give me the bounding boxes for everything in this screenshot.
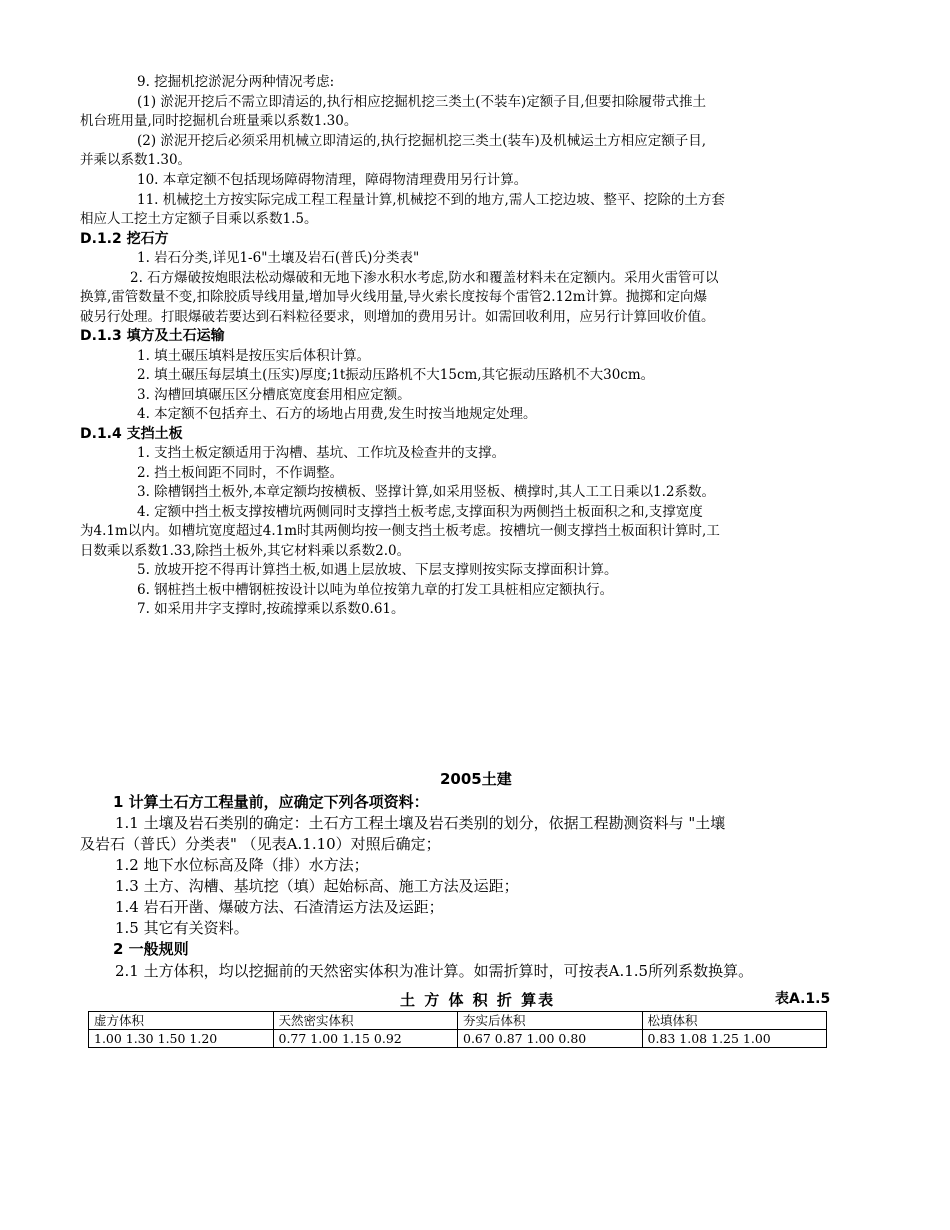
header-cell: 夯实后体积 [458, 1012, 643, 1030]
heading-d14: D.1.4 支挡土板 [80, 426, 183, 442]
d14-p1: 1. 支挡土板定额适用于沟槽、基坑、工作坑及检查井的支撑。 [137, 445, 506, 461]
header-cell: 松填体积 [642, 1012, 827, 1030]
d14-p4-line-2: 为4.1m以内。如槽坑宽度超过4.1m时其两侧均按一侧支挡土板考虑。按槽坑一侧支撑挡土板面积计算时,工 [80, 523, 720, 539]
d13-p1: 1. 填土碾压填料是按压实后体积计算。 [137, 348, 371, 364]
section-1-3: 1.3 土方、沟槽、基坑挖（填）起始标高、施工方法及运距； [115, 877, 519, 895]
d12-p2-line-3: 破另行处理。打眼爆破若要达到石料粒径要求，则增加的费用另计。如需回收利用，应另行计算回收价值。 [80, 309, 715, 325]
d14-p3: 3. 除槽钢挡土板外,本章定额均按横板、竖撑计算,如采用竖板、横撑时,其人工工日乘以1.2系数。 [137, 484, 716, 500]
section-2-heading: 2 一般规则 [113, 940, 189, 958]
header-cell: 虚方体积 [89, 1012, 274, 1030]
section-1-4: 1.4 岩石开凿、爆破方法、石渣清运方法及运距； [115, 898, 444, 916]
volume-conversion-table [88, 1011, 827, 1048]
table-cell: 0.77 1.00 1.15 0.92 [273, 1030, 458, 1048]
item-11-line-1: 11. 机械挖土方按实际完成工程工程量计算,机械挖不到的地方,需人工挖边坡、整平、挖除的土方套 [137, 192, 725, 208]
d13-p3: 3. 沟槽回填碾压区分槽底宽度套用相应定额。 [137, 387, 411, 403]
table-title: 土 方 体 积 折 算表 [400, 991, 556, 1009]
table-row [89, 1030, 827, 1048]
d14-p7: 7. 如采用井字支撑时,按疏撑乘以系数0.61。 [137, 601, 405, 617]
d14-p5: 5. 放坡开挖不得再计算挡土板,如遇上层放坡、下层支撑则按实际支撑面积计算。 [137, 562, 618, 578]
table-cell: 1.00 1.30 1.50 1.20 [89, 1030, 274, 1048]
item-9-1-line-2: 机台班用量,同时挖掘机台班量乘以系数1.30。 [80, 113, 358, 129]
item-9-1-line-1: (1) 淤泥开挖后不需立即清运的,执行相应挖掘机挖三类土(不装车)定额子目,但要扣除履带式推土 [137, 94, 707, 110]
section-2-1: 2.1 土方体积，均以挖掘前的天然密实体积为准计算。如需折算时，可按表A.1.5所列系数换算。 [115, 962, 754, 980]
section-1-heading: 1 计算土石方工程量前，应确定下列各项资料： [113, 793, 429, 811]
table-code: 表A.1.5 [775, 991, 831, 1007]
heading-d12: D.1.2 挖石方 [80, 231, 169, 247]
item-10: 10. 本章定额不包括现场障碍物清理，障碍物清理费用另行计算。 [137, 172, 528, 188]
section-1-2: 1.2 地下水位标高及降（排）水方法； [115, 856, 369, 874]
d12-p1: 1. 岩石分类,详见1-6"土壤及岩石(普氏)分类表" [137, 250, 420, 266]
d12-p2-line-1: 2. 石方爆破按炮眼法松动爆破和无地下渗水积水考虑,防水和覆盖材料未在定额内。采用火雷管可以 [130, 270, 719, 286]
d13-p4: 4. 本定额不包括弃土、石方的场地占用费,发生时按当地规定处理。 [137, 406, 537, 422]
d12-p2-line-2: 换算,雷管数量不变,扣除胶质导线用量,增加导火线用量,导火索长度按每个雷管2.12m计算。抛掷和定向爆 [80, 289, 708, 305]
item-9: 9. 挖掘机挖淤泥分两种情况考虑: [137, 74, 335, 90]
d14-p2: 2. 挡土板间距不同时，不作调整。 [137, 465, 344, 481]
d14-p4-line-1: 4. 定额中挡土板支撑按槽坑两侧同时支撑挡土板考虑,支撑面积为两侧挡土板面积之和,支撑宽度 [137, 504, 703, 520]
section-1-5: 1.5 其它有关资料。 [115, 919, 249, 937]
section-1-1-line-2: 及岩石（普氏）分类表" （见表A.1.10）对照后确定； [80, 835, 441, 853]
table-cell: 0.83 1.08 1.25 1.00 [642, 1030, 827, 1048]
d13-p2: 2. 填土碾压每层填土(压实)厚度;1t振动压路机不大15cm,其它振动压路机不大30cm。 [137, 367, 655, 383]
item-9-2-line-2: 并乘以系数1.30。 [80, 152, 192, 168]
item-11-line-2: 相应人工挖土方定额子目乘以系数1.5。 [80, 211, 318, 227]
header-cell: 天然密实体积 [273, 1012, 458, 1030]
heading-d13: D.1.3 填方及土石运输 [80, 328, 225, 344]
section-title-2005: 2005土建 [440, 770, 512, 788]
table-header-row [89, 1012, 827, 1030]
d14-p6: 6. 钢桩挡土板中槽钢桩按设计以吨为单位按第九章的打发工具桩相应定额执行。 [137, 582, 614, 598]
section-1-1-line-1: 1.1 土壤及岩石类别的确定：土石方工程土壤及岩石类别的划分，依据工程勘测资料与 "土壤 [115, 814, 726, 832]
table-cell: 0.67 0.87 1.00 0.80 [458, 1030, 643, 1048]
d14-p4-line-3: 日数乘以系数1.33,除挡土板外,其它材料乘以系数2.0。 [80, 543, 411, 559]
item-9-2-line-1: (2) 淤泥开挖后必须采用机械立即清运的,执行挖掘机挖三类土(装车)及机械运土方相应定额子目, [137, 133, 707, 149]
